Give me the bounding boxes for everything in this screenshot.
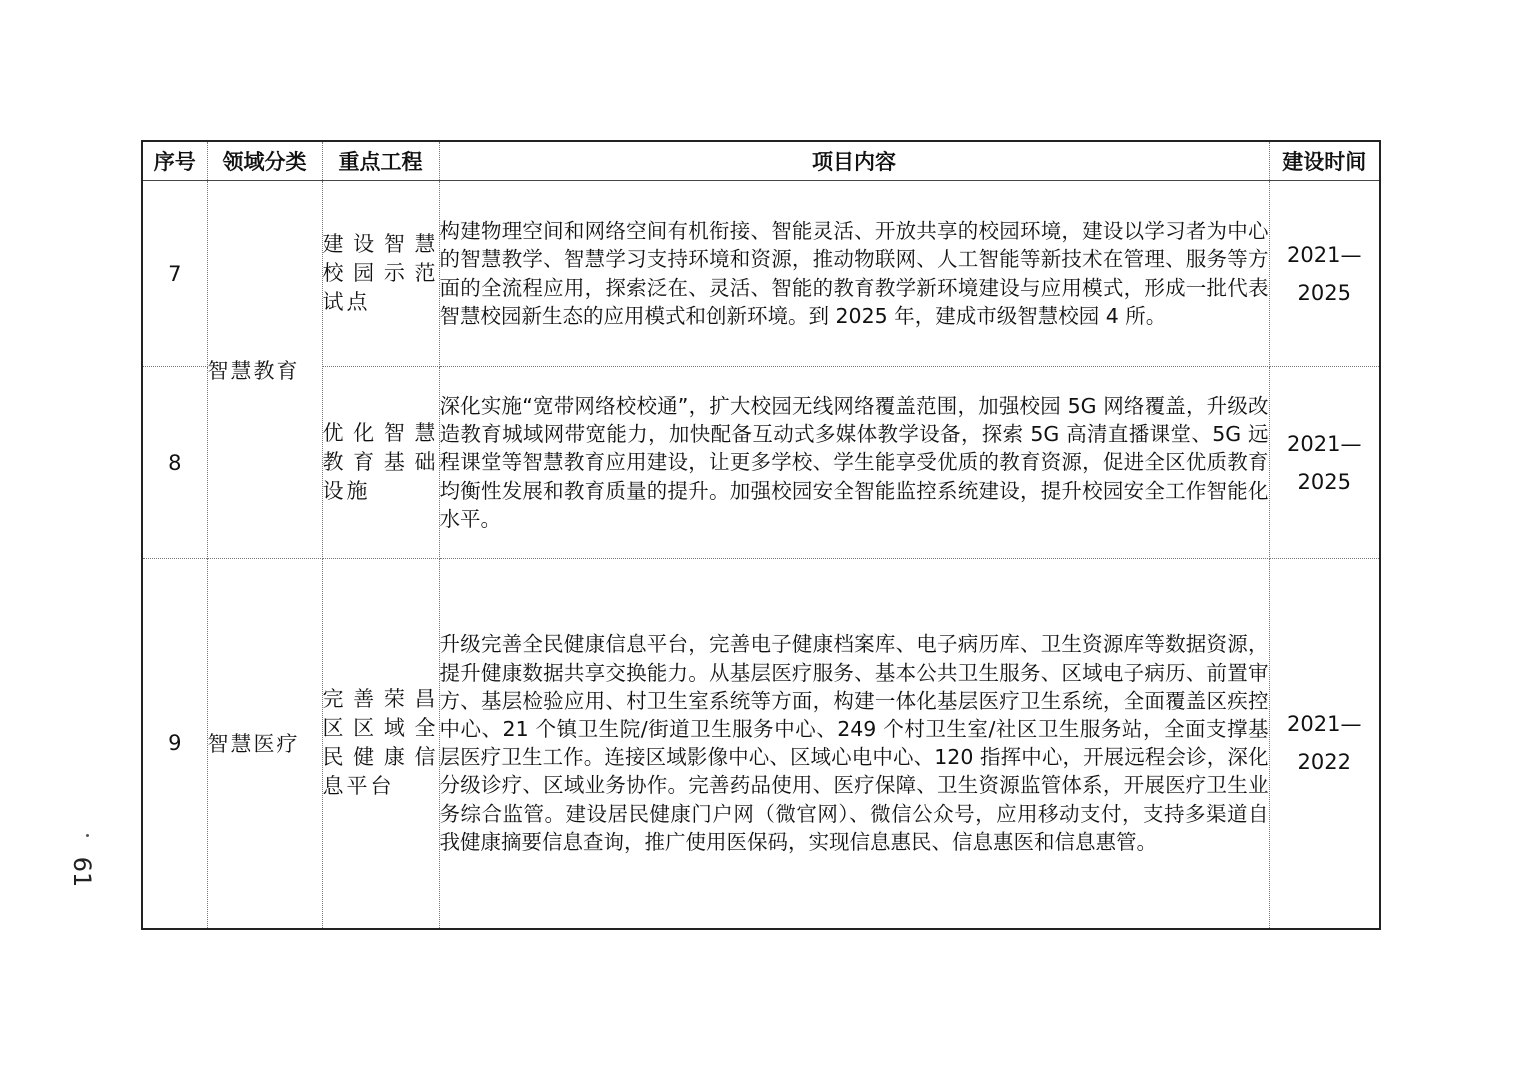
header-row [142,141,1380,181]
build-time [1269,559,1380,929]
page-number: 61 [68,856,96,888]
header-no: 序号 [142,141,207,181]
time-start: 2021— [1287,431,1362,456]
project-table [141,140,1381,930]
table-header [142,141,1380,181]
project-name: 建设智慧校园示范试点 [322,181,439,367]
header-content: 项目内容 [439,141,1269,181]
project-content: 升级完善全民健康信息平台，完善电子健康档案库、电子病历库、卫生资源库等数据资源，提升健康数据共享交换能力。从基层医疗服务、基本公共卫生服务、区域电子病历、前置审方、基层检验应用、村卫生室系统等方面，构建一体化基层医疗卫生系统，全面覆盖区疾控中心、21 个镇卫生院/街道卫生服务中心、249 个村卫生室/社区卫生服务站，全面支撑基层医疗卫生工作。连接区域影像中心、区域心电中心、120 指挥中心，开展远程会诊，深化分级诊疗、区域业务协作。完善药品使用、医疗保障、卫生资源监管体系，开展医疗卫生业务综合监管。建设居民健康门户网（微官网）、微信公众号，应用移动支付，支持多渠道自我健康摘要信息查询，推广使用医保码，实现信息惠民、信息惠医和信息惠管。 [439,559,1269,929]
header-time: 建设时间 [1269,141,1380,181]
table-row [142,559,1380,929]
time-end: 2025 [1297,469,1351,494]
time-end: 2022 [1297,750,1351,775]
time-start: 2021— [1287,712,1362,737]
page-number-mark [86,834,89,837]
row-number: 9 [142,559,207,929]
header-project: 重点工程 [322,141,439,181]
project-name: 完善荣昌区区域全民健康信息平台 [322,559,439,929]
domain-cell: 智慧教育 [207,181,322,559]
row-number: 7 [142,181,207,367]
project-content: 深化实施“宽带网络校校通”，扩大校园无线网络覆盖范围，加强校园 5G 网络覆盖，升级改造教育城域网带宽能力，加快配备互动式多媒体教学设备，探索 5G 高清直播课堂、5G 远程课堂等智慧教育应用建设，让更多学校、学生能享受优质的教育资源，促进全区优质教育均衡性发展和教育质量的提升。加强校园安全智能监控系统建设，提升校园安全工作智能化水平。 [439,367,1269,559]
header-domain: 领域分类 [207,141,322,181]
build-time [1269,367,1380,559]
table-body [142,181,1380,929]
table-row [142,367,1380,559]
project-name: 优化智慧教育基础设施 [322,367,439,559]
build-time [1269,181,1380,367]
time-start: 2021— [1287,242,1362,267]
time-end: 2025 [1297,280,1351,305]
project-content: 构建物理空间和网络空间有机衔接、智能灵活、开放共享的校园环境，建设以学习者为中心的智慧教学、智慧学习支持环境和资源，推动物联网、人工智能等新技术在管理、服务等方面的全流程应用，探索泛在、灵活、智能的教育教学新环境建设与应用模式，形成一批代表智慧校园新生态的应用模式和创新环境。到 2025 年，建成市级智慧校园 4 所。 [439,181,1269,367]
domain-cell: 智慧医疗 [207,559,322,929]
row-number: 8 [142,367,207,559]
table-row [142,181,1380,367]
